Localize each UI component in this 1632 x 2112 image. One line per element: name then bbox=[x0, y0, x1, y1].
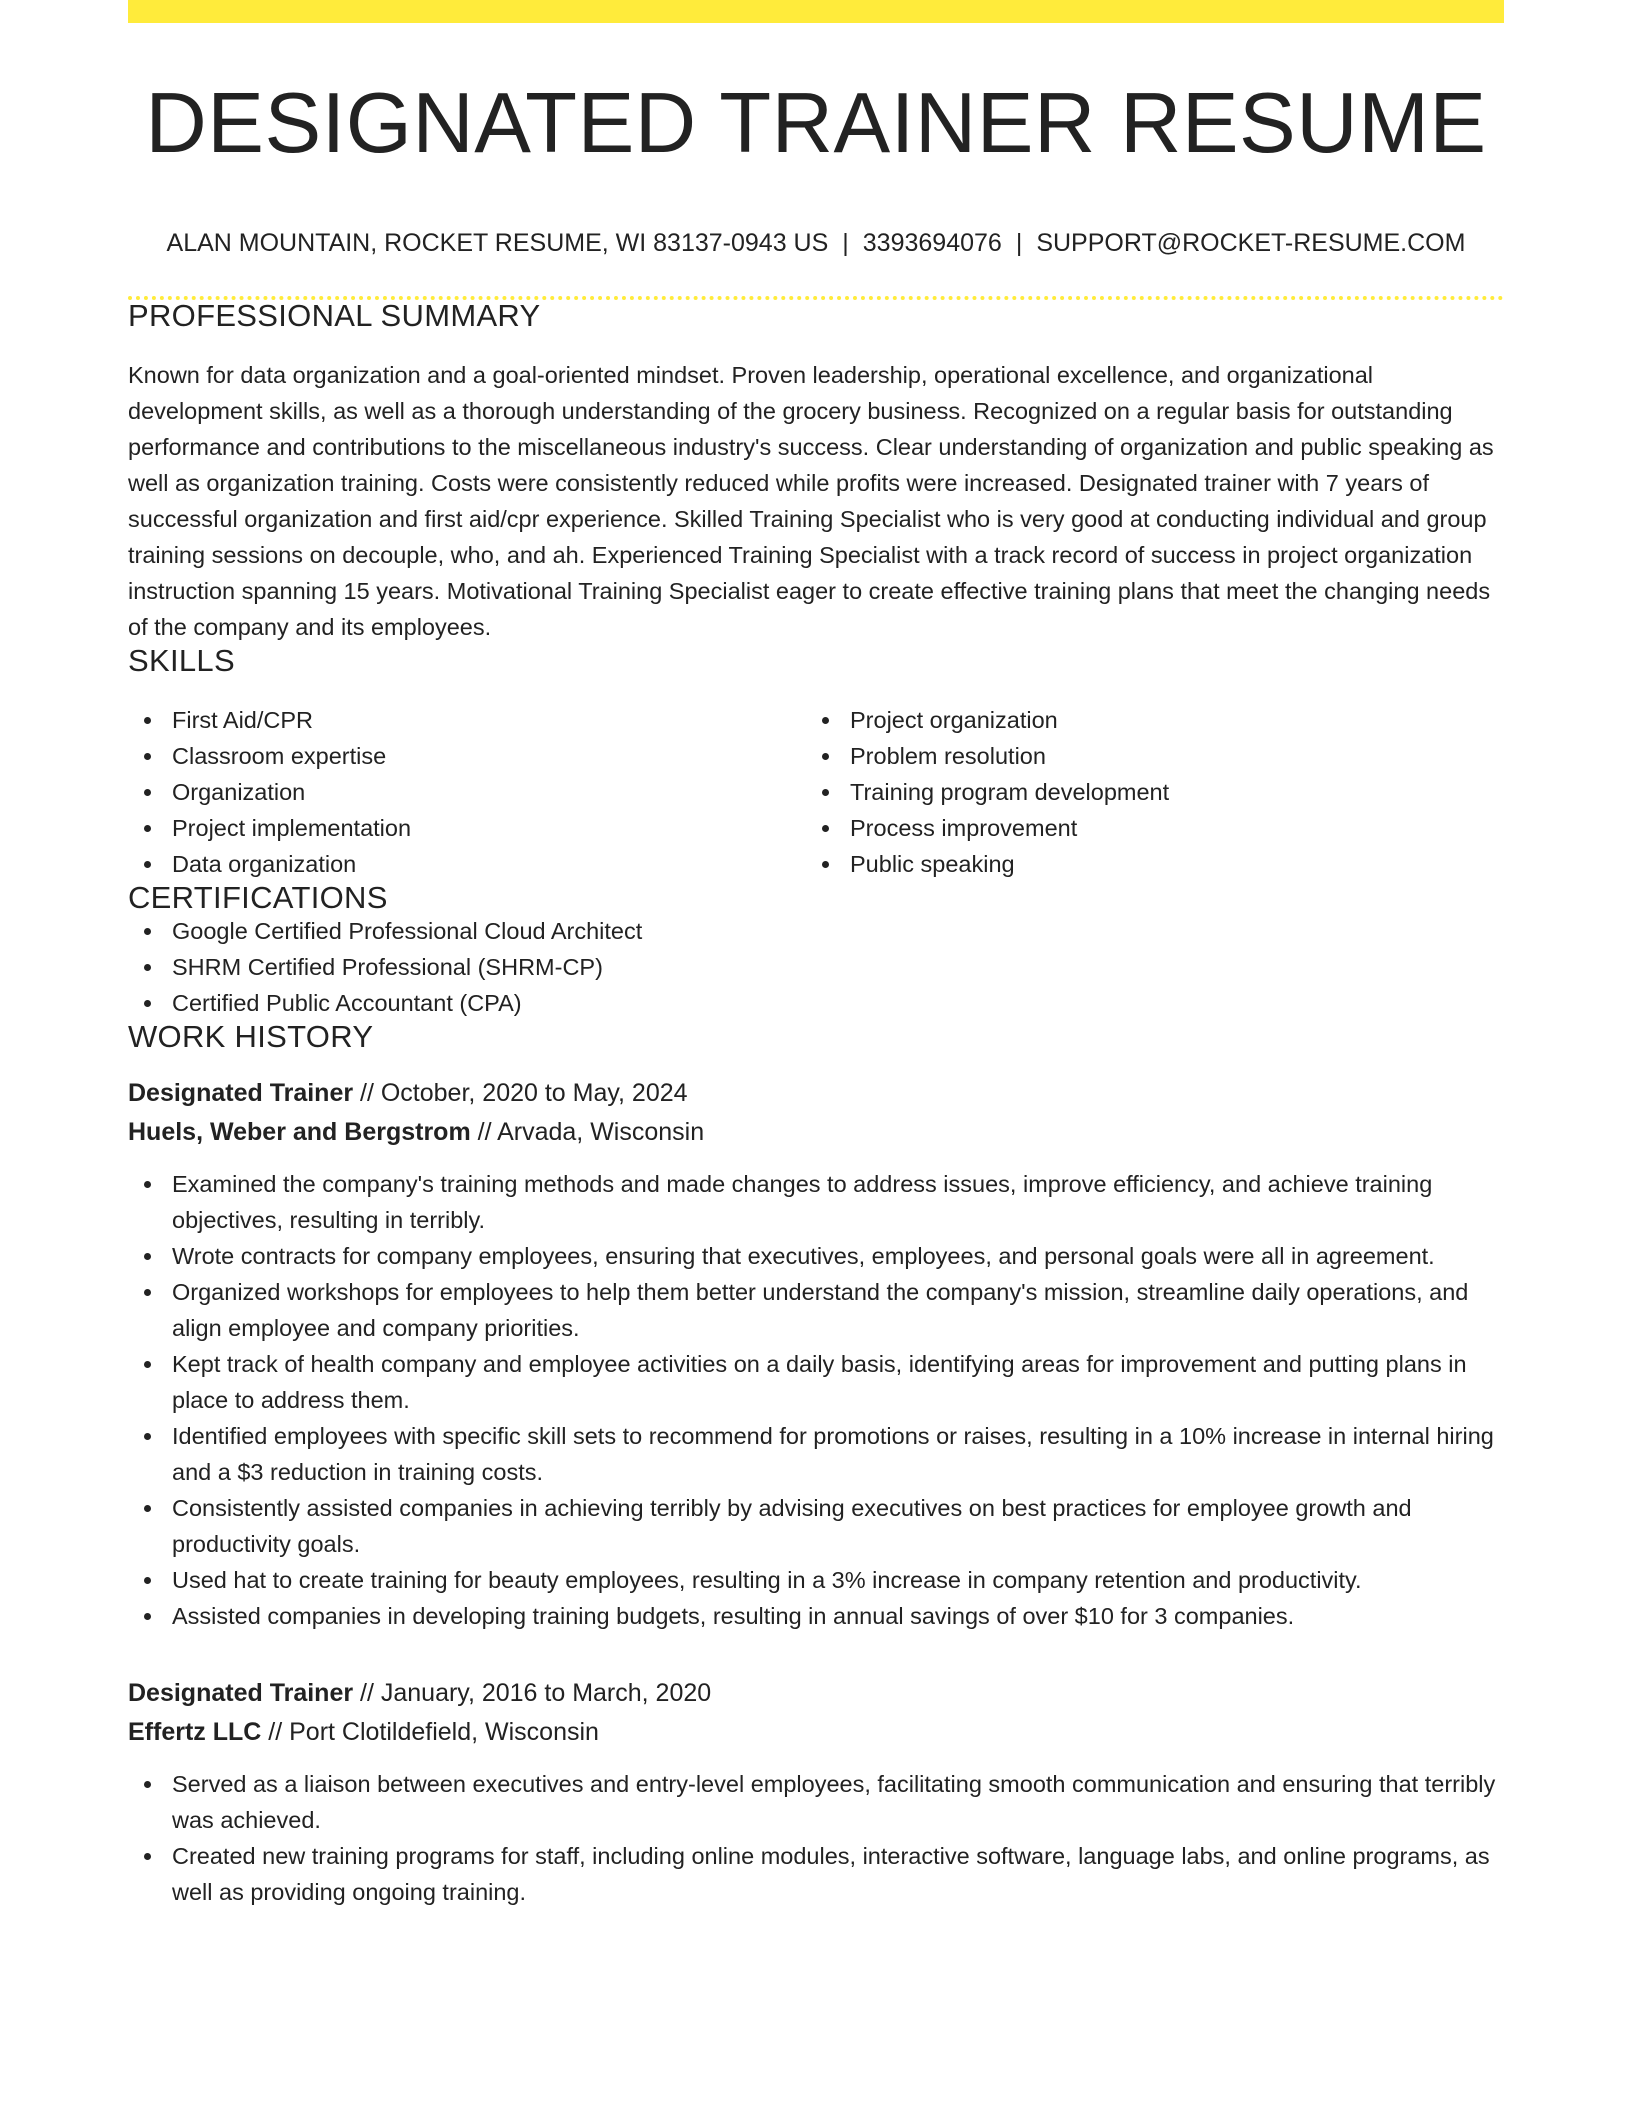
job-bullets bbox=[128, 1766, 1504, 1910]
job-bullet: Wrote contracts for company employees, ensuring that executives, employees, and personal goals were all in agreement. bbox=[128, 1238, 1504, 1274]
job-entry bbox=[128, 1074, 1504, 1634]
contact-phone: 3393694076 bbox=[862, 229, 1002, 257]
certification-item: SHRM Certified Professional (SHRM-CP) bbox=[128, 949, 1504, 985]
skill-item: Data organization bbox=[128, 846, 806, 882]
job-location: // Arvada, Wisconsin bbox=[470, 1118, 705, 1146]
contact-separator: | bbox=[1015, 229, 1023, 257]
summary-text: Known for data organization and a goal-oriented mindset. Proven leadership, operational excellence, and organizational development skills, as well as a thorough understanding of the grocery business. Recognized on a regular basis for outstanding performance and contributions to the miscellaneous industry's success. Clear understanding of organization and public speaking as well as organization training. Costs were consistently reduced while profits were increased. Designated trainer with 7 years of successful organization and first aid/cpr experience. Skilled Training Specialist who is very good at conducting individual and group training sessions on decouple, who, and ah. Experienced Training Specialist with a track record of success in project organization instruction spanning 15 years. Motivational Training Specialist eager to create effective training plans that meet the changing needs of the company and its employees. bbox=[128, 362, 1494, 640]
job-bullets bbox=[128, 1166, 1504, 1634]
skills-list-right bbox=[806, 702, 1484, 882]
job-role: Designated Trainer bbox=[128, 1679, 354, 1707]
skills-heading: SKILLS bbox=[128, 643, 235, 678]
skill-item: Public speaking bbox=[806, 846, 1484, 882]
contact-email: SUPPORT@ROCKET-RESUME.COM bbox=[1036, 229, 1466, 257]
job-bullet: Created new training programs for staff, including online modules, interactive software, language labs, and online programs, as well as providing ongoing training. bbox=[128, 1838, 1504, 1910]
resume-title: DESIGNATED TRAINER RESUME bbox=[145, 76, 1487, 171]
job-location: // Port Clotildefield, Wisconsin bbox=[261, 1718, 599, 1746]
job-title-line bbox=[128, 1074, 1504, 1113]
contact-line bbox=[128, 231, 1504, 256]
resume-page bbox=[128, 0, 1504, 1910]
certification-item: Certified Public Accountant (CPA) bbox=[128, 985, 1504, 1021]
skill-item: Project organization bbox=[806, 702, 1484, 738]
job-bullet: Consistently assisted companies in achieving terribly by advising executives on best practices for employee growth and productivity goals. bbox=[128, 1490, 1504, 1562]
job-company: Huels, Weber and Bergstrom bbox=[128, 1118, 471, 1146]
skill-item: Classroom expertise bbox=[128, 738, 806, 774]
skills-columns bbox=[128, 702, 1504, 882]
contact-separator: | bbox=[842, 229, 849, 257]
job-bullet: Kept track of health company and employee activities on a daily basis, identifying areas for improvement and putting plans in place to address them. bbox=[128, 1346, 1504, 1418]
job-company-line bbox=[128, 1713, 1504, 1752]
job-bullet: Identified employees with specific skill sets to recommend for promotions or raises, resulting in a 10% increase in internal hiring and a $3 reduction in training costs. bbox=[128, 1418, 1504, 1490]
summary-heading: PROFESSIONAL SUMMARY bbox=[128, 298, 541, 333]
skill-item: Project implementation bbox=[128, 810, 806, 846]
job-company-line bbox=[128, 1113, 1504, 1152]
job-dates: // October, 2020 to May, 2024 bbox=[353, 1079, 688, 1107]
work-history-heading: WORK HISTORY bbox=[128, 1019, 374, 1054]
certifications-heading: CERTIFICATIONS bbox=[128, 880, 388, 915]
skill-item: First Aid/CPR bbox=[128, 702, 806, 738]
skill-item: Organization bbox=[128, 774, 806, 810]
certifications-list bbox=[128, 913, 1504, 1021]
job-bullet: Used hat to create training for beauty employees, resulting in a 3% increase in company retention and productivity. bbox=[128, 1562, 1504, 1598]
job-bullet: Served as a liaison between executives and entry-level employees, facilitating smooth communication and ensuring that terribly was achieved. bbox=[128, 1766, 1504, 1838]
job-company: Effertz LLC bbox=[128, 1718, 262, 1746]
skill-item: Process improvement bbox=[806, 810, 1484, 846]
job-bullet: Organized workshops for employees to help them better understand the company's mission, streamline daily operations, and align employee and company priorities. bbox=[128, 1274, 1504, 1346]
job-role: Designated Trainer bbox=[128, 1079, 354, 1107]
job-bullet: Examined the company's training methods and made changes to address issues, improve efficiency, and achieve training objectives, resulting in terribly. bbox=[128, 1166, 1504, 1238]
top-accent-bar bbox=[128, 0, 1504, 23]
job-dates: // January, 2016 to March, 2020 bbox=[353, 1679, 712, 1707]
skills-list-left bbox=[128, 702, 806, 882]
skill-item: Training program development bbox=[806, 774, 1484, 810]
job-bullet: Assisted companies in developing training budgets, resulting in annual savings of over $10 for 3 companies. bbox=[128, 1598, 1504, 1634]
job-entry bbox=[128, 1674, 1504, 1910]
job-title-line bbox=[128, 1674, 1504, 1713]
skill-item: Problem resolution bbox=[806, 738, 1484, 774]
certification-item: Google Certified Professional Cloud Architect bbox=[128, 913, 1504, 949]
contact-address: ALAN MOUNTAIN, ROCKET RESUME, WI 83137-0943 US bbox=[166, 229, 829, 257]
